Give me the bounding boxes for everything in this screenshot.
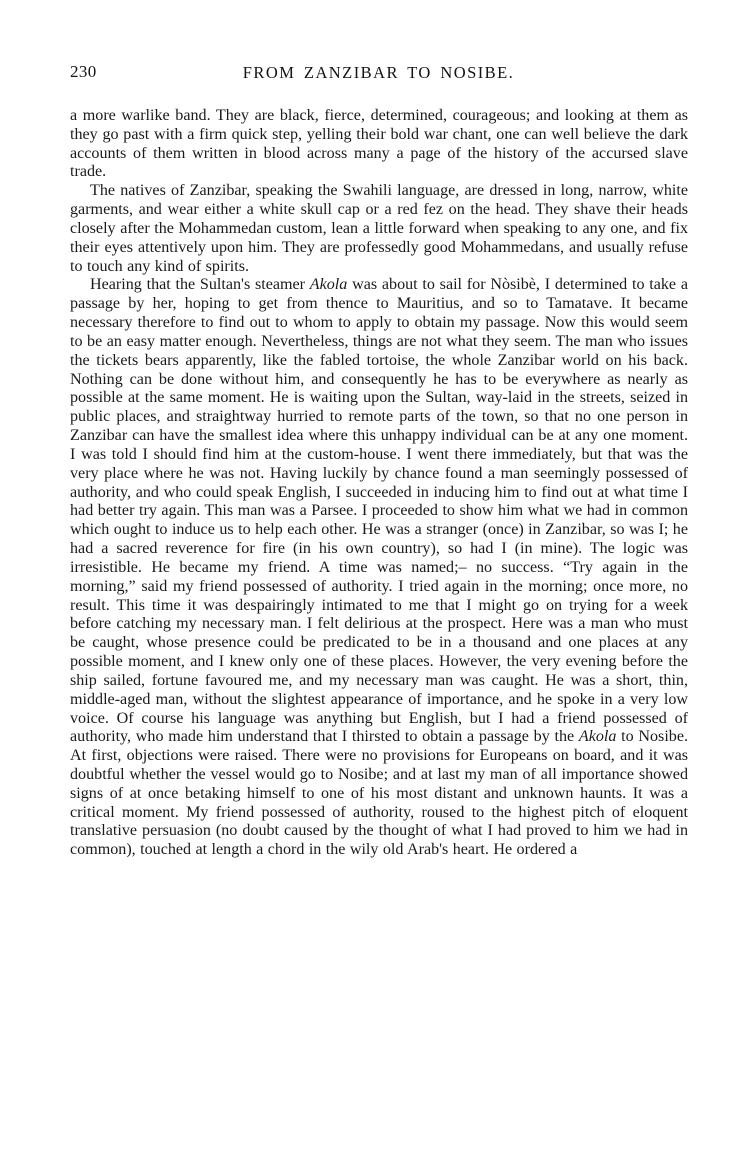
paragraph-natives-of-zanzibar: The natives of Zanzibar, speaking the Swahili language, are dressed in long, narrow, white garments, and wear either a white skull cap or a red fez on the head. They shave their heads closely after the Mohammedan custom, lean a little forward when speaking to any one, and fix their eyes attentively upon him. They are professedly good Mohammedans, and usually refuse to touch any kind of spirits. [70,182,688,275]
text-run: was about to sail for Nòsibè, I determined to take a passage by her, hoping to get from thence to Mauritius, and so to Tamatave. It became necessary therefore to find out to whom to apply to obtain my passage. Now this would seem to be an easy matter enough. Nevertheless, things are not what they seem. The man who issues the tickets bears apparently, like the fabled tortoise, the whole Zanzibar world on his back. Nothing can be done without him, and consequently he has to be everywhere as nearly as possible at the same moment. He is waiting upon the Sultan, way-laid in the streets, seized in public places, and straightway hurried to remote parts of the town, so that no one person in Zanzibar can have the smallest idea where this unhappy individual can be at any one moment. I was told I should find him at the custom-house. I went there immediately, but that was the very place where he was not. Having luckily by chance found a man seemingly possessed of authority, and who could speak English, I succeeded in inducing him to find out at what time I had better try again. This man was a Parsee. I proceeded to show him what we had in common which ought to induce us to help each other. He was a stranger (once) in Zanzibar, so was I; he had a sacred reverence for fire (in his own country), so had I (in mine). The logic was irresistible. He became my friend. A time was named;– no success. “Try again in the morning,” said my friend possessed of authority. I tried again in the morning; once more, no result. This time it was despairingly intimated to me that I might go on trying for a week before catching my necessary man. I felt delirious at the prospect. Here was a man who must be caught, whose presence could be predicated to be in a thousand and one places at any possible moment, and I knew only one of these places. However, the very evening before the ship sailed, fortune favoured me, and my necessary man was caught. He was a short, thin, middle-aged man, without the slightest appearance of importance, and he spoke in a very low voice. Of course his language was anything but English, but I had a friend possessed of authority, who made him understand that I thirsted to obtain a passage by the [70,276,688,746]
text-run: Hearing that the Sultan's steamer [90,276,310,294]
paragraph-hearing-sultan-steamer [70,276,688,860]
running-head-title: FROM ZANZIBAR TO NOSIBE. [242,63,515,82]
paragraph-warlike-band: a more warlike band. They are black, fierce, determined, courageous; and looking at them as they go past with a firm quick step, yelling their bold war chant, one can well believe the dark accounts of them written in blood across many a page of the history of the accursed slave trade. [70,107,688,181]
running-head [70,62,687,86]
italic-ship-name: Akola [578,728,617,746]
text-run: to Nosibe. At first, objections were raised. There were no provisions for Europeans on board, and it was doubtful whether the vessel would go to Nosibe; and at last my man of all importance showed signs of at once betaking himself to one of his most distant and unknown haunts. It was a critical moment. My friend possessed of authority, roused to the highest pitch of eloquent translative persuasion (no doubt caused by the thought of what I had proved to him we had in common), touched at length a chord in the wily old Arab's heart. He ordered a [70,728,689,859]
body-text-block [70,107,688,860]
page-folio-number: 230 [70,62,97,81]
italic-ship-name: Akola [309,276,348,294]
